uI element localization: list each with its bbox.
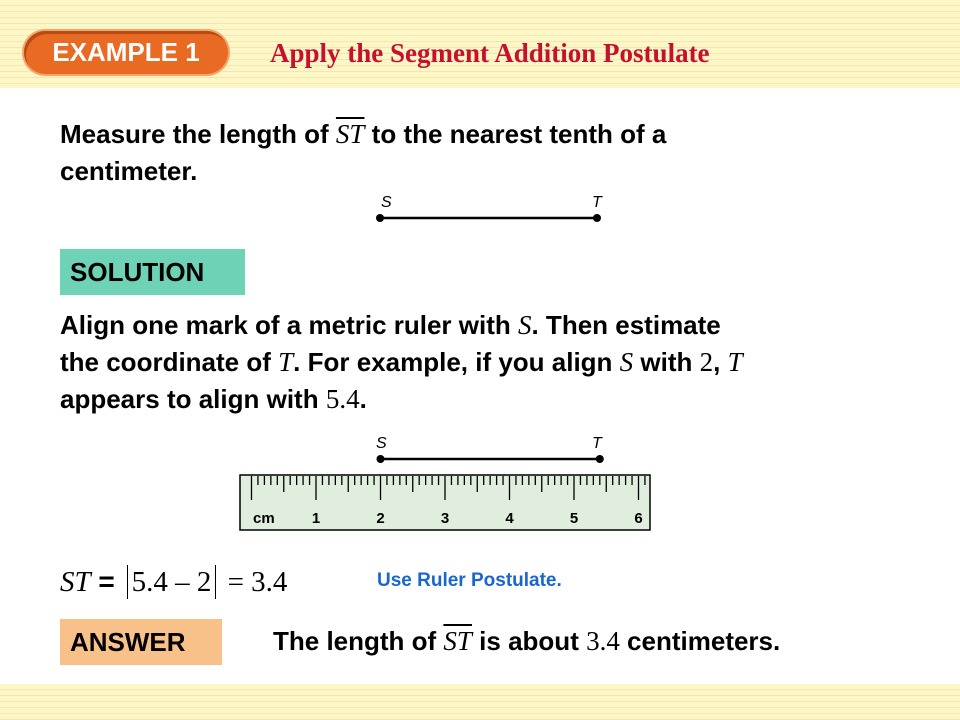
label-s: S (381, 194, 392, 211)
var-t: T (727, 347, 743, 377)
point-s (376, 214, 384, 222)
solution-text: the coordinate of (60, 347, 279, 377)
solution-text: Align one mark of a metric ruler with (60, 310, 518, 340)
solution-line-2 (60, 344, 743, 381)
footer-band (0, 684, 960, 720)
ruler-postulate-note: Use Ruler Postulate. (377, 570, 562, 591)
ruler-tick-label: 2 (376, 510, 385, 527)
ruler-tick-label: 5 (569, 510, 579, 527)
var-s: S (517, 310, 532, 340)
segment-st: $\overline{ST}$ (335, 119, 365, 149)
solution-text: . (359, 384, 367, 414)
eq-result: = 3.4 (220, 566, 288, 598)
label-t: T (592, 194, 602, 211)
ruler-tick-label: 6 (634, 510, 643, 527)
solution-line-3 (60, 381, 367, 418)
ruler-tick-label: 4 (505, 510, 514, 527)
eq-absolute-value: 5.4 – 2 (127, 565, 217, 599)
solution-text: appears to align with (60, 384, 326, 414)
answer-label: ANSWER (60, 619, 222, 665)
example-badge-label: EXAMPLE 1 (52, 37, 200, 67)
solution-text: with (633, 347, 700, 377)
value-2: 2 (699, 347, 714, 377)
segment-figure (365, 190, 615, 230)
label-t: T (592, 435, 602, 452)
page-title: Apply the Segment Addition Postulate (270, 38, 710, 68)
point-s (377, 455, 385, 463)
ruler-tick-label: 1 (311, 510, 321, 527)
solution-text: , (713, 347, 728, 377)
problem-line-2: centimeter. (60, 156, 198, 186)
point-t (593, 214, 601, 222)
ruler-figure (235, 430, 655, 535)
solution-label: SOLUTION (60, 249, 245, 295)
ruler-tick-label: 3 (440, 510, 450, 527)
eq-lhs: ST (60, 566, 91, 598)
label-s: S (376, 435, 387, 452)
answer-text (273, 623, 780, 660)
solution-text: . For example, if you align (293, 347, 620, 377)
ruler-unit-label: cm (253, 510, 275, 527)
example-badge (24, 31, 228, 74)
problem-text: Measure the length of (60, 119, 336, 149)
eq-equals: = (90, 566, 123, 597)
problem-text: to the nearest tenth of a (364, 119, 667, 149)
answer-text-part: centimeters. (619, 626, 781, 656)
solution-text: . Then estimate (531, 310, 721, 340)
value-5-4: 5.4 (325, 384, 360, 414)
var-s: S (619, 347, 634, 377)
segment-st: $\overline{ST}$ (443, 626, 472, 656)
answer-value: 3.4 (586, 626, 620, 656)
point-t (596, 455, 604, 463)
answer-text-part: The length of (273, 626, 444, 656)
equation (60, 565, 287, 599)
solution-line-1 (60, 307, 721, 344)
problem-line-1 (60, 116, 666, 153)
var-t: T (278, 347, 294, 377)
answer-text-part: is about (471, 626, 587, 656)
